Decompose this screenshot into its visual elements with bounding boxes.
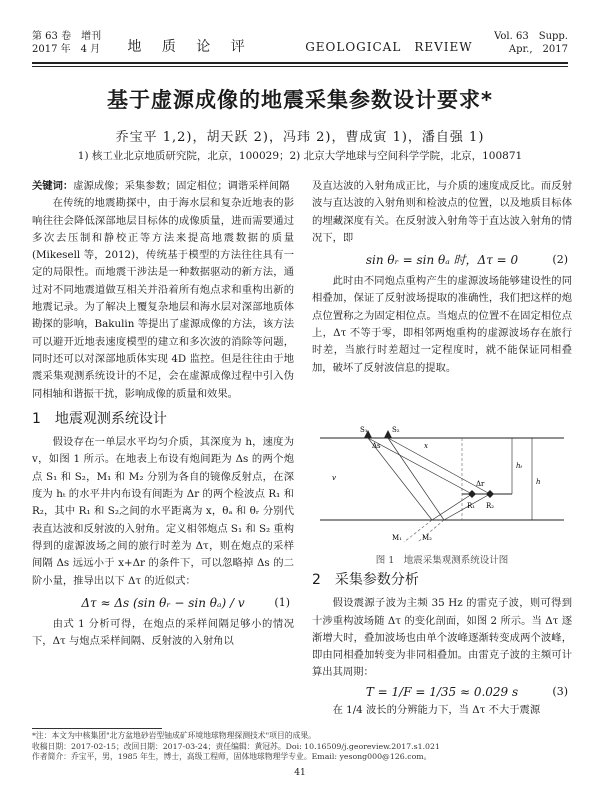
date-cn: 2017 年 4 月 <box>32 44 101 55</box>
header-rule-thick <box>32 62 568 64</box>
label-m1: M₁ <box>392 534 402 542</box>
label-m2: M₂ <box>422 534 432 542</box>
footnote <box>32 731 572 763</box>
label-s1: S₁ <box>360 426 368 434</box>
author-list: 乔宝平 1,2)，胡天跃 2)，冯玮 2)，曹成寅 1)，潘自强 1) <box>115 130 485 145</box>
receiver-r2-icon <box>486 490 494 498</box>
label-ht: hₜ <box>516 462 523 470</box>
journal-name-en: GEOLOGICAL REVIEW <box>305 40 473 54</box>
equation-2-number: (2) <box>552 253 568 267</box>
receiver-r1-icon <box>468 490 476 498</box>
affiliations: 1) 核工业北京地质研究院，北京，100029；2) 北京大学地球与空间科学学院，北京，100871 <box>77 150 523 162</box>
direct-ray-2 <box>388 438 490 494</box>
equation-1-body: Δτ ≈ Δs (sin θᵣ − sin θₐ) / v <box>81 595 245 610</box>
paper-title: 基于虚源成像的地震采集参数设计要求* <box>107 88 493 112</box>
reflected-ray-down-2 <box>388 438 444 520</box>
analysis-paragraph: 由式 1 分析可得，在炮点的采样间隔足够小的情况下，Δτ 与炮点采样间隔、反射波的入射角以 <box>32 617 294 648</box>
right-column-lower <box>312 572 572 719</box>
volume-cn: 第 63 卷 增刊 <box>32 31 102 42</box>
label-r2: R₂ <box>486 502 495 510</box>
section-heading-1: 1 地震观测系统设计 <box>32 410 167 427</box>
label-delta-s: Δs <box>372 442 381 450</box>
figure-1-caption: 图 1 地震采集观测系统设计图 <box>375 555 509 566</box>
page-number: 41 <box>294 768 306 778</box>
label-x: x <box>424 442 428 450</box>
journal-name-cn: 地 质 论 评 <box>127 39 253 55</box>
continued-paragraph: 及直达波的入射角成正比，与介质的速度成反比。而反射波与直达波的入射角则和检波点的位置，以及地质目标体的埋藏深度有关。在反射波入射角等于直达波入射角的情况下，即 <box>312 180 572 244</box>
footnote-author-bio: 作者简介：乔宝平，男，1985 年生，博士，高级工程师，固体地球物理学专业。Email: yesong000@126.com。 <box>32 752 432 761</box>
label-delta-r: Δr <box>476 480 485 488</box>
footnote-funding: *注：本文为中核集团"北方盆地砂岩型铀成矿环境地球物理探测技术"项目的成果。 <box>32 731 316 740</box>
equation-2-body: sin θᵣ = sin θₐ 时，Δτ = 0 <box>365 253 519 268</box>
parameter-paragraph: 假设震源子波为主频 35 Hz 的雷克子波，则可得到十涉重构波场随 Δτ 的变化剖面，如图 2 所示。当 Δτ 逐渐增大时，叠加波场也由单个波峰逐渐转变成两个波峰，即由同相叠加转变为非同相叠加。由雷克子波的主频可计算出其周期： <box>312 597 572 679</box>
resolution-paragraph: 在 1/4 波长的分辨能力下，当 Δτ 不大于震源 <box>332 703 541 716</box>
footnote-rule <box>32 728 162 729</box>
equation-3-number: (3) <box>552 684 568 698</box>
section-heading-2: 2 采集参数分析 <box>312 572 419 588</box>
design-paragraph: 假设存在一单层水平均匀介质，其深度为 h，速度为 v，如图 1 所示。在地表上布设有炮间距为 Δs 的两个炮点 S₁ 和 S₂，M₁ 和 M₂ 分别为各自的镜像反射点，在深度为 hₜ 的水平井内布设有间距为 Δr 的两个检波点 R₁ 和 R₂，其中 R₁ 和 S₂之间的水平距离为 x，θₐ 和 θᵣ 分别代表直达波和反射波的入射角。定义相邻炮点 S₁ 和 S₂ 重构得到的虚源波场之间的旅行时差为 Δτ，则在炮点的采样间隔 Δs 远远小于 x+Δr 的条件下，可以忽略掉 Δs 的二阶小量，推导出以下 Δτ 的近似式： <box>32 436 294 587</box>
date-en: Apr., 2017 <box>508 44 568 55</box>
label-h: h <box>536 478 541 486</box>
reflected-ray-up <box>432 494 472 520</box>
label-v: v <box>332 474 336 482</box>
journal-volume-info-en <box>494 30 568 56</box>
right-column-upper <box>312 178 572 377</box>
fixed-phase-paragraph: 此时由不同炮点重构产生的虚源波场能够建设性的同相叠加，保证了反射波场提取的准确性，我们把这样的炮点位置称之为固定相位点。当炮点的位置不在固定相位点上，Δτ 不等于零，即相邻两炮重构的虚源波场存在旅行时差，当旅行时差超过一定程度时，就不能保证同相叠加，破坏了反射波信息的提取。 <box>312 275 572 374</box>
equation-3 <box>312 682 572 702</box>
equation-3-body: T = 1/F = 1/35 ≈ 0.029 s <box>365 684 519 699</box>
keywords-text: 虚源成像；采集参数；固定相位；调谐采样间隔 <box>73 180 290 192</box>
label-r1: R₁ <box>467 502 476 510</box>
intro-paragraph: 在传统的地震勘探中，由于海水层和复杂近地表的影响往往会降低深部地层目标体的成像质量，进而需要通过多次去压制和静校正等方法来提高地震数据的质量(Mikesell 等，2012)，传统基于模型的方法往往具有一定的局限性。而地震干涉法是一种数据驱动的新方法，通过对不同地震道做互相关并沿着所有炮点求和重构出新的地震记录。为了解决上覆复杂地层和海水层对深部地质体勘探的影响，Bakulin 等提出了虚源成像的方法，该方法可以避开近地表速度模型的建立和多次波的消除等问题，同时还可以对深部地质体实现 4D 监控。但是往往由于地震采集观测系统设计的不足，会在虚源成像过程中引入伪同相轴和谐振干扰，影响成像的质量和效果。 <box>32 197 294 400</box>
left-column <box>32 178 294 650</box>
equation-1-number: (1) <box>274 595 290 609</box>
header-rule-thin <box>32 66 568 67</box>
volume-en: Vol. 63 Supp. <box>494 31 568 42</box>
keywords-label: 关键词： <box>32 180 74 192</box>
keywords <box>32 178 294 195</box>
footnote-dates: 收稿日期：2017-02-15；改回日期：2017-03-24；责任编辑：黄冠苏。Doi: 10.16509/j.georeview.2017.s1.021 <box>32 741 440 751</box>
figure-1-diagram <box>312 424 572 544</box>
reflected-ray-down <box>368 438 432 520</box>
label-s2: S₂ <box>392 426 400 434</box>
equation-1 <box>32 590 294 616</box>
source-s2-icon <box>384 430 392 438</box>
direct-ray-1 <box>368 438 472 494</box>
equation-2 <box>312 247 572 273</box>
